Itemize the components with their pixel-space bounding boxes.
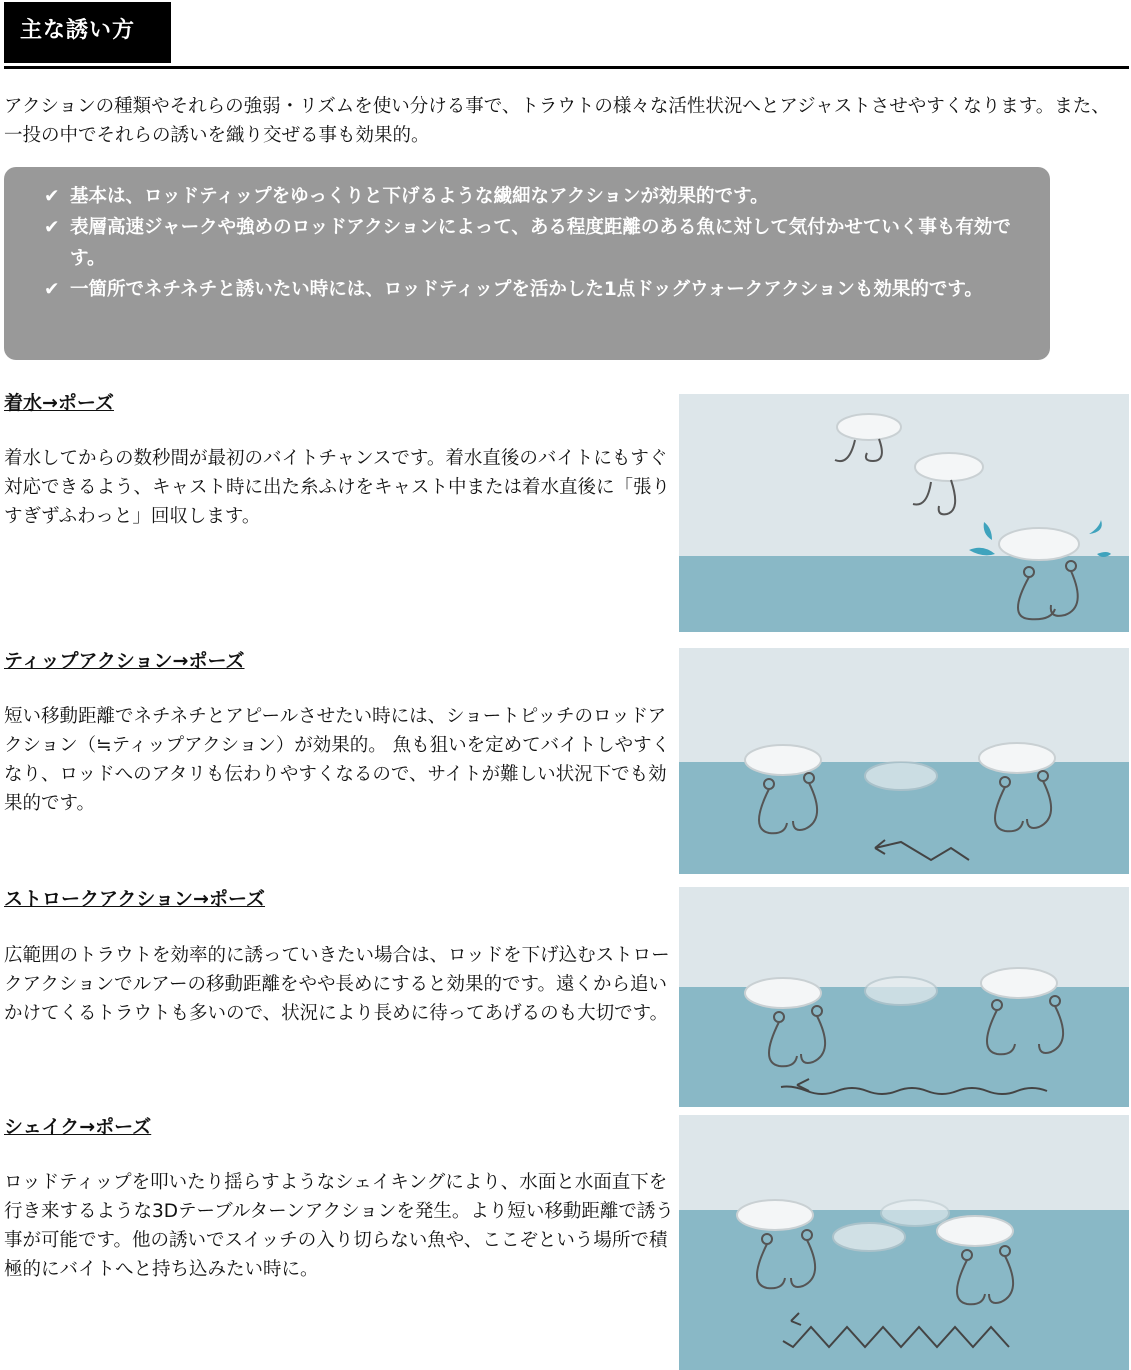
- illustration-landing-pause: [679, 394, 1129, 632]
- tip-text: 表層高速ジャークや強めのロッドアクションによって、ある程度距離のある魚に対して気付かせていく事も有効です。: [70, 217, 1011, 269]
- tip-item: [44, 212, 1026, 274]
- page-title: 主な誘い方: [4, 2, 171, 63]
- illustration-shake: [679, 1115, 1129, 1370]
- tip-item: [44, 181, 1026, 212]
- illustration-tip-action: [679, 648, 1129, 874]
- section-text-landing-pause: 着水してからの数秒間が最初のバイトチャンスです。着水直後のバイトにもすぐ対応できるよう、キャスト時に出た糸ふけをキャスト中または着水直後に「張りすぎずふわっと」回収します。: [4, 448, 671, 527]
- check-icon: ✔: [44, 279, 60, 300]
- section-text-tip-action: 短い移動距離でネチネチとアピールさせたい時には、ショートピッチのロッドアクション（≒ティップアクション）が効果的。 魚も狙いを定めてバイトしやすくなり、ロッドへのアタリも伝わりやすくなるので、サイトが難しい状況下でも効果的です。: [4, 706, 671, 814]
- intro-paragraph: アクションの種類やそれらの強弱・リズムを使い分ける事で、トラウトの様々な活性状況へとアジャストさせやすくなります。また、一投の中でそれらの誘いを織り交ぜる事も効果的。: [4, 96, 1110, 146]
- section-header: [4, 2, 1129, 69]
- tip-text: 一箇所でネチネチと誘いたい時には、ロッドティップを活かした1点ドッグウォークアクションも効果的です。: [70, 279, 983, 300]
- section-title-tip-action: ティップアクション→ポーズ: [4, 650, 245, 672]
- tip-text: 基本は、ロッドティップをゆっくりと下げるような繊細なアクションが効果的です。: [70, 186, 769, 207]
- section-text-stroke-action: 広範囲のトラウトを効率的に誘っていきたい場合は、ロッドを下げ込むストロークアクションでルアーの移動距離をやや長めにすると効果的です。遠くから追いかけてくるトラウトも多いので、状況により長めに待ってあげるのも大切です。: [4, 945, 670, 1024]
- illustration-stroke-action: [679, 887, 1129, 1107]
- check-icon: ✔: [44, 217, 60, 238]
- tips-box: [4, 167, 1050, 360]
- section-text-shake: ロッドティップを叩いたり揺らすようなシェイキングにより、水面と水面直下を行き来するような3Dテーブルターンアクションを発生。より短い移動距離で誘う事が可能です。他の誘いでスイッチの入り切らない魚や、ここぞという場所で積極的にバイトへと持ち込みたい時に。: [4, 1172, 674, 1280]
- section-title-shake: シェイク→ポーズ: [4, 1116, 152, 1138]
- tip-item: [44, 274, 1026, 305]
- section-title-landing-pause: 着水→ポーズ: [4, 392, 114, 414]
- check-icon: ✔: [44, 186, 60, 207]
- section-title-stroke-action: ストロークアクション→ポーズ: [4, 888, 266, 910]
